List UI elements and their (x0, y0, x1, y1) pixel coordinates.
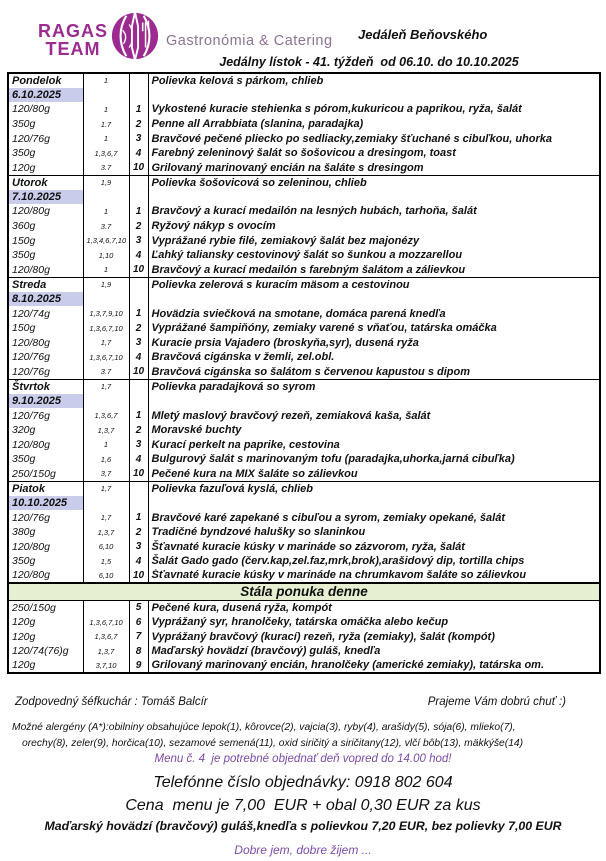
menu-number: 2 (129, 219, 148, 234)
dish-description: Bravčový a kurací medailón s farebným šalátom a zálievkou (151, 263, 466, 276)
menu-item-row (8, 525, 600, 540)
menu-number: 4 (129, 452, 148, 467)
day-date: 7.10.2025 (8, 190, 83, 205)
portion-weight: 350g (8, 452, 83, 467)
menu-number: 7 (129, 629, 148, 644)
dish-description: Moravské buchty (151, 424, 242, 437)
menu-number: 1 (129, 306, 148, 321)
portion-weight: 350g (8, 117, 83, 132)
chef-name: Zodpovedný šéfkuchár : Tomáš Balcír (15, 696, 208, 708)
menu-number: 10 (129, 263, 148, 278)
dish-description: Penne all Arrabbiata (slanina, paradajka) (151, 118, 364, 131)
soup-description: Polievka šošovicová so zeleninou, chlieb (148, 175, 600, 190)
menu-number: 9 (129, 659, 148, 674)
dish-description (148, 496, 600, 511)
dish-description (148, 292, 600, 307)
menu-item-row (8, 554, 600, 569)
menu-item-row (8, 204, 600, 219)
day-header-row (8, 481, 600, 496)
day-date-row (8, 394, 600, 409)
allergen-codes (83, 600, 129, 615)
portion-weight: 120/76g (8, 365, 83, 380)
dish-description: Hovädzia sviečková na smotane, domáca parená knedľa (151, 307, 446, 320)
menu-item-row (8, 423, 600, 438)
dish-description: Šťavnaté kuracie kúsky v marináde na chrumkavom šaláte so zálievkou (151, 569, 527, 582)
dish-description: Vyprážaný bravčový (kurací) rezeň, ryža (zemiaky), šalát (kompót) (151, 630, 495, 643)
dish-description: Kuracie prsia Vajadero (broskyňa,syr), dusená ryža (151, 336, 419, 349)
allergen-codes (83, 496, 129, 511)
menu-number: 10 (129, 467, 148, 482)
day-name: Štvrtok (8, 379, 83, 394)
daily-offer-item-row (8, 615, 600, 630)
menu-item-row (8, 321, 600, 336)
chef-line (15, 696, 566, 708)
portion-weight: 120/80g (8, 569, 83, 584)
menu-number: 3 (129, 540, 148, 555)
allergen-codes (83, 190, 129, 205)
portion-weight: 120/80g (8, 204, 83, 219)
dish-description: Grilovaný marinovaný encián, hranolčeky (americké zemiaky), tatárska om. (151, 659, 545, 672)
day-header-row (8, 379, 600, 394)
soup-allergen-codes: 1,9 (83, 175, 129, 190)
allergen-codes: 1,3,6,7,10 (83, 350, 129, 365)
day-date: 10.10.2025 (8, 496, 83, 511)
menu-item-row (8, 160, 600, 175)
soup-description: Polievka zelerová s kuracím mäsom a cestovinou (148, 277, 600, 292)
menu-number: 10 (129, 569, 148, 584)
dish-description: Vyprážané rybie filé, zemiakový šalát bez majonézy (151, 234, 420, 247)
soup-allergen-codes: 1,7 (83, 481, 129, 496)
day-date: 6.10.2025 (8, 88, 83, 103)
menu-number: 3 (129, 335, 148, 350)
portion-weight: 350g (8, 146, 83, 161)
day-header-row (8, 277, 600, 292)
portion-weight: 250/150g (8, 467, 83, 482)
soup-description: Polievka paradajková so syrom (148, 379, 600, 394)
menu-item-row (8, 437, 600, 452)
menu-number (129, 394, 148, 409)
menu-item-row (8, 510, 600, 525)
dish-description: Bravčová cigánska so šalátom s červenou kapustou s dipom (151, 365, 471, 378)
portion-weight: 320g (8, 423, 83, 438)
dish-description: Bravčový a kurací medailón na lesných hubách, tarhoňa, šalát (151, 205, 477, 218)
allergen-codes: 6,10 (83, 540, 129, 555)
menu-number (129, 481, 148, 496)
dish-description: Vykostené kuracie stehienka s pórom,kukuricou a paprikou, ryža, šalát (151, 103, 522, 116)
portion-weight: 120/80g (8, 437, 83, 452)
day-header-row (8, 73, 600, 88)
document-title: Jedálny lístok - 41. týždeň od 06.10. do 10.10.2025 (219, 55, 519, 69)
daily-offer-item-row (8, 644, 600, 659)
dish-description (148, 394, 600, 409)
menu-number (129, 277, 148, 292)
menu4-order-note: Menu č. 4 je potrebné objednať deň vopred do 14.00 hod! (154, 753, 452, 765)
dish-description: Mletý maslový bravčový rezeň, zemiaková kaša, šalát (151, 409, 431, 422)
allergen-codes: 1,3,6,7 (83, 629, 129, 644)
allergen-codes: 1,3,6,7 (83, 408, 129, 423)
menu-number: 6 (129, 615, 148, 630)
menu-number (129, 73, 148, 88)
allergens-line-1: Možné alergény (A*):obilniny obsahujúce lepok(1), kôrovce(2), vajcia(3), ryby(4), arašidy(5), sója(6), mlieko(7), (12, 722, 516, 733)
menu-number: 1 (129, 102, 148, 117)
day-date: 8.10.2025 (8, 292, 83, 307)
allergen-codes: 1,3,6,7,10 (83, 321, 129, 336)
daily-offer-item-row (8, 600, 600, 615)
dish-description: Šťavnaté kuracie kúsky v marináde so zázvorom, ryža, šalát (151, 540, 465, 553)
menu-item-row (8, 452, 600, 467)
allergen-codes: 1,3,6,7 (83, 146, 129, 161)
allergen-codes: 1,7 (83, 335, 129, 350)
dish-description: Bravčové pečené pliecko po sedliacky,zemiaky šťuchané s cibuľkou, uhorka (151, 132, 552, 145)
menu-number: 4 (129, 350, 148, 365)
portion-weight: 150g (8, 233, 83, 248)
daily-offer-item-row (8, 659, 600, 674)
menu-number: 3 (129, 131, 148, 146)
bon-appetit: Prajeme Vám dobrú chuť :) (427, 696, 566, 708)
dish-description: Bulgurový šalát s marinovaným tofu (paradajka,uhorka,jarná cibuľka) (151, 453, 515, 466)
menu-number: 4 (129, 554, 148, 569)
menu-number: 1 (129, 204, 148, 219)
soup-description: Polievka fazuľová kyslá, chlieb (148, 481, 600, 496)
dish-description: Maďarský hovädzí (bravčový) guláš, knedľa (151, 645, 381, 658)
portion-weight: 120g (8, 629, 83, 644)
soup-allergen-codes: 1,7 (83, 379, 129, 394)
allergen-codes: 3.7 (83, 160, 129, 175)
canteen-name: Jedáleň Beňovského (358, 27, 488, 42)
allergen-codes: 1 (83, 131, 129, 146)
allergen-codes: 1,3,4,6,7,10 (83, 233, 129, 248)
portion-weight: 120/74(76)g (8, 644, 83, 659)
day-date-row (8, 292, 600, 307)
portion-weight: 120g (8, 160, 83, 175)
day-header-row (8, 175, 600, 190)
dish-description (148, 88, 600, 103)
portion-weight: 380g (8, 525, 83, 540)
day-name: Utorok (8, 175, 83, 190)
allergen-codes: 1,3,7,9,10 (83, 306, 129, 321)
allergen-codes: 1 (83, 204, 129, 219)
allergen-codes: 1,3,7 (83, 423, 129, 438)
portion-weight: 360g (8, 219, 83, 234)
day-name: Pondelok (8, 73, 83, 88)
allergen-codes: 1,5 (83, 554, 129, 569)
dish-description: Kurací perkelt na paprike, cestovina (151, 438, 340, 451)
dish-description: Grilovaný marinovaný encián na šaláte s dresingom (151, 161, 424, 174)
dish-description: Bravčové karé zapekané s cibuľou a syrom, zemiaky opekané, šalát (151, 511, 505, 524)
dish-description: Vyprážané šampiňóny, zemiaky varené s vňaťou, tatárska omáčka (151, 322, 497, 335)
menu-item-row (8, 219, 600, 234)
dish-description: Ľahký taliansky cestovinový šalát so šunkou a mozzarellou (151, 249, 463, 262)
menu-number: 8 (129, 644, 148, 659)
portion-weight: 120/76g (8, 131, 83, 146)
menu-number: 1 (129, 510, 148, 525)
menu-item-row (8, 540, 600, 555)
portion-weight: 120g (8, 659, 83, 674)
dish-description: Šalát Gado gado (červ.kap,zel.faz,mrk,brok),arašidový dip, tortilla chips (151, 555, 525, 568)
allergen-codes (83, 292, 129, 307)
allergen-codes: 3.7 (83, 365, 129, 380)
menu-item-row (8, 131, 600, 146)
menu-item-row (8, 233, 600, 248)
menu-number: 10 (129, 365, 148, 380)
allergen-codes (83, 88, 129, 103)
menu-item-row (8, 102, 600, 117)
dish-description: Bravčová cigánska v žemli, zel.obl. (151, 351, 335, 364)
order-phone-number: Telefónne číslo objednávky: 0918 802 604 (153, 774, 453, 791)
portion-weight: 120/76g (8, 408, 83, 423)
daily-offer-item-row (8, 629, 600, 644)
menu-number: 3 (129, 233, 148, 248)
day-name: Streda (8, 277, 83, 292)
allergen-codes: 1,3,7 (83, 644, 129, 659)
menu-number (129, 175, 148, 190)
portion-weight: 120/74g (8, 306, 83, 321)
menu-item-row (8, 467, 600, 482)
dish-description (148, 190, 600, 205)
menu-number: 5 (129, 600, 148, 615)
dish-description: Farebný zeleninový šalát so šošovicou a dresingom, toast (151, 147, 456, 160)
day-name: Piatok (8, 481, 83, 496)
portion-weight: 120/76g (8, 350, 83, 365)
allergen-codes: 1 (83, 102, 129, 117)
allergen-codes: 1,3,6,7,10 (83, 615, 129, 630)
soup-description: Polievka kelová s párkom, chlieb (148, 73, 600, 88)
allergen-codes: 1,6 (83, 452, 129, 467)
menu-number (129, 379, 148, 394)
allergen-codes: 1,10 (83, 248, 129, 263)
daily-offer-band (8, 583, 600, 600)
allergen-codes: 3,7 (83, 467, 129, 482)
menu-item-row (8, 335, 600, 350)
menu-number: 2 (129, 321, 148, 336)
brand-line1: RAGAS (38, 21, 109, 42)
portion-weight: 350g (8, 248, 83, 263)
menu-number: 2 (129, 117, 148, 132)
allergen-codes: 3,7,10 (83, 659, 129, 674)
slogan: Dobre jem, dobre žijem ... (234, 843, 372, 857)
menu-number (129, 88, 148, 103)
portion-weight: 120/80g (8, 263, 83, 278)
allergen-codes: 1,7 (83, 510, 129, 525)
menu-number: 4 (129, 248, 148, 263)
brand-wordmark (38, 23, 108, 57)
daily-offer-title: Stála ponuka denne (8, 583, 600, 600)
menu-number: 1 (129, 408, 148, 423)
allergen-codes: 3.7 (83, 219, 129, 234)
allergen-codes: 1 (83, 263, 129, 278)
dish-description: Ryžový nákyp s ovocím (151, 220, 276, 233)
allergen-codes: 1.7 (83, 117, 129, 132)
allergen-codes: 1 (83, 437, 129, 452)
soup-allergen-codes: 1,9 (83, 277, 129, 292)
allergen-codes: 1,3,7 (83, 525, 129, 540)
menu-item-row (8, 306, 600, 321)
menu-item-row (8, 365, 600, 380)
dish-description: Vyprážaný syr, hranolčeky, tatárska omáčka alebo kečup (151, 616, 449, 629)
portion-weight: 120/80g (8, 540, 83, 555)
portion-weight: 120g (8, 615, 83, 630)
menu-number: 4 (129, 146, 148, 161)
weekly-menu-table (7, 72, 601, 674)
menu-number: 3 (129, 437, 148, 452)
soup-allergen-codes: 1 (83, 73, 129, 88)
brand-line2: TEAM (45, 38, 101, 59)
menu-number: 10 (129, 160, 148, 175)
allergen-codes (83, 394, 129, 409)
dish-description: Tradičné byndzové halušky so slaninkou (151, 526, 366, 539)
dish-description: Pečené kura, dusená ryža, kompót (151, 601, 332, 614)
day-date-row (8, 496, 600, 511)
portion-weight: 120/80g (8, 335, 83, 350)
menu-price: Cena menu je 7,00 EUR + obal 0,30 EUR za kus (125, 797, 481, 814)
menu-number: 2 (129, 423, 148, 438)
menu-item-row (8, 146, 600, 161)
menu-item-row (8, 263, 600, 278)
menu-table-body (8, 73, 600, 673)
dish-description: Pečené kura na MIX šaláte so zálievkou (151, 467, 358, 480)
brand-subtitle: Gastronómia & Catering (166, 32, 333, 49)
menu-item-row (8, 350, 600, 365)
goulash-price: Maďarský hovädzí (bravčový) guláš,knedľa s polievkou 7,20 EUR, bez polievky 7,00 EUR (44, 819, 562, 833)
allergens-line-2: orechy(8), zeler(9), horčica(10), sezamové semená(11), oxid siričitý a siričitany(12), vlčí bôb(13), mäkkýše(14) (22, 738, 524, 749)
menu-item-row (8, 117, 600, 132)
portion-weight: 150g (8, 321, 83, 336)
menu-number (129, 496, 148, 511)
portion-weight: 250/150g (8, 600, 83, 615)
allergen-codes: 6,10 (83, 569, 129, 584)
day-date-row (8, 190, 600, 205)
menu-number (129, 190, 148, 205)
menu-item-row (8, 408, 600, 423)
portion-weight: 120/80g (8, 102, 83, 117)
menu-number: 2 (129, 525, 148, 540)
portion-weight: 120/76g (8, 510, 83, 525)
menu-number (129, 292, 148, 307)
menu-item-row (8, 569, 600, 584)
day-date: 9.10.2025 (8, 394, 83, 409)
portion-weight: 350g (8, 554, 83, 569)
day-date-row (8, 88, 600, 103)
menu-item-row (8, 248, 600, 263)
